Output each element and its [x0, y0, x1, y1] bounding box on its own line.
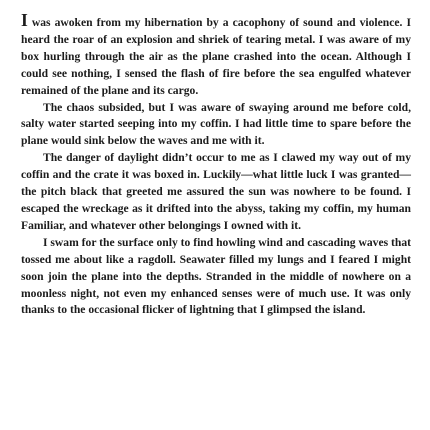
paragraph-2: The chaos subsided, but I was aware of swaying around me before cold, salty water started seeping into my coffin. I had little time to spare before the plane would sink below the waves and me with it.: [21, 100, 411, 148]
paragraph-1: [21, 10, 411, 100]
drop-cap: I: [21, 10, 28, 30]
body-text: [21, 10, 411, 319]
paragraph-3: The danger of daylight didn’t occur to me as I clawed my way out of my coffin and the crate it was boxed in. Luckily—what little luck I was granted—the pitch black that greeted me assured the sun was nowhere to be found. I escaped the wreckage as it drifted into the abyss, taking my coffin, my human Familiar, and whatever other belongings I owned with it.: [21, 151, 411, 232]
paragraph-1-text: was awoken from my hibernation by a cacophony of sound and violence. I heard the roar of an explosion and shriek of tearing metal. I was aware of my box hurling through the air as the plane crashed into the ocean. Although I could see nothing, I sensed the flash of fire before the sea engulfed whatever remained of the plane and its cargo.: [21, 16, 411, 97]
paragraph-4: I swam for the surface only to find howling wind and cascading waves that tossed me about like a ragdoll. Seawater filled my lungs and I feared I might soon join the plane into the depths. Stranded in the middle of nowhere on a moonless night, not even my enhanced senses were of much use. It was only thanks to the occasional flicker of lightning that I glimpsed the island.: [21, 235, 411, 317]
